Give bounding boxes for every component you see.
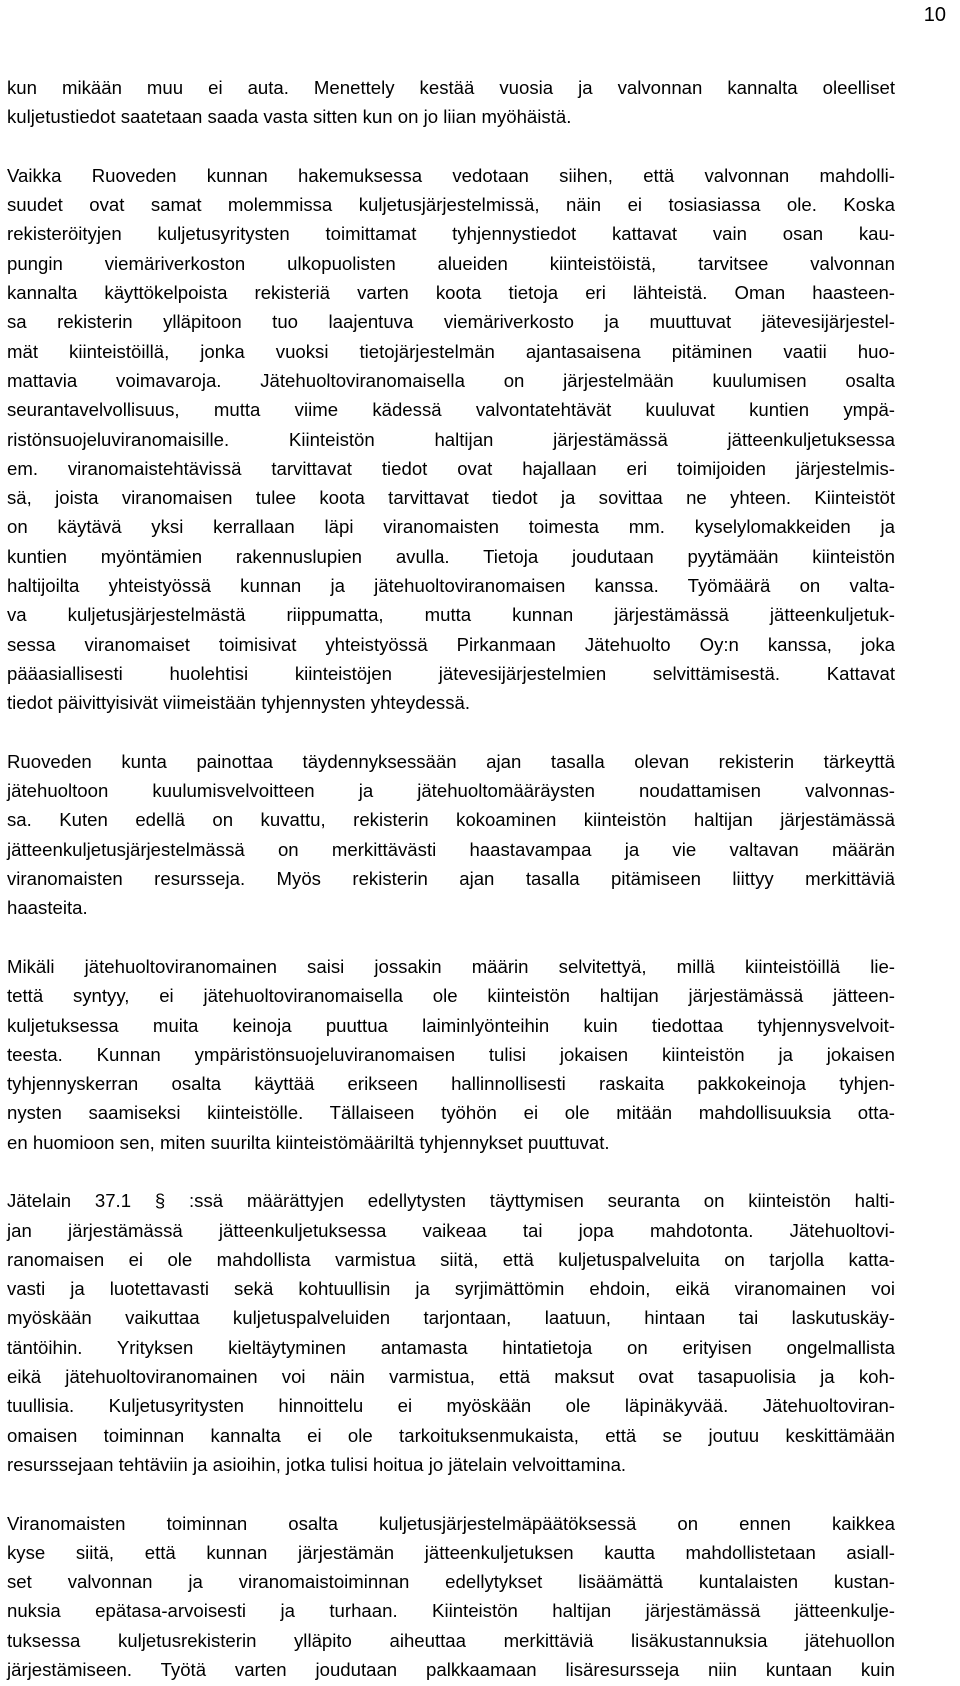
text-line: sessa viranomaiset toimisivat yhteistyössä Pirkanmaan Jätehuolto Oy:n kanssa, joka (7, 633, 895, 655)
text-line: tyhjennyskerran osalta käyttää erikseen hallinnollisesti raskaita pakkokeinoja tyhjen- (7, 1073, 895, 1095)
paragraph-1 (7, 73, 895, 132)
text-line: haltijoilta yhteistyössä kunnan ja jätehuoltoviranomaisen kanssa. Työmäärä on valta- (7, 575, 895, 597)
text-line: kuntien myöntämien rakennuslupien avulla. Tietoja joudutaan pyytämään kiinteistön (7, 545, 895, 567)
text-line: sa. Kuten edellä on kuvattu, rekisterin kokoaminen kiinteistön haltijan järjestämässä (7, 809, 895, 831)
text-line: jan järjestämässä jätteenkuljetuksessa vaikeaa tai jopa mahdotonta. Jätehuoltovi- (7, 1219, 895, 1241)
text-line: en huomioon sen, miten suurilta kiinteistömääriltä tyhjennykset puuttuvat. (7, 1131, 610, 1153)
text-line: omaisen toiminnan kannalta ei ole tarkoituksenmukaista, että se joutuu keskittämään (7, 1424, 895, 1446)
text-line: nuksia epätasa-arvoisesti ja turhaan. Kiinteistön haltijan järjestämässä jätteenkulje- (7, 1600, 895, 1622)
text-line: resurssejaan tehtäviin ja asioihin, jotka tulisi hoitua jo jätelain velvoittamina. (7, 1453, 627, 1475)
text-line: Ruoveden kunta painottaa täydennyksessään ajan tasalla olevan rekisterin tärkeyttä (7, 750, 895, 772)
text-line: kannalta käyttökelpoista rekisteriä varten koota tietoja eri lähteistä. Oman haasteen- (7, 282, 895, 304)
text-line: rekisteröityjen kuljetusyritysten toimittamat tyhjennystiedot kattavat vain osan kau- (7, 223, 895, 245)
text-line: mät kiinteistöillä, jonka vuoksi tietojärjestelmän ajantasaisena pitäminen vaatii huo- (7, 340, 895, 362)
page-number: 10 (923, 4, 946, 26)
paragraph-2 (7, 161, 895, 718)
text-line: viranomaisten resursseja. Myös rekisterin ajan tasalla pitämiseen liittyy merkittäviä (7, 868, 895, 890)
text-line: jätehuoltoon kuulumisvelvoitteen ja jätehuoltomääräysten noudattamisen valvonnas- (7, 780, 895, 802)
text-line: kyse siitä, että kunnan järjestämän jätteenkuljetuksen kautta mahdollistetaan asiall- (7, 1541, 895, 1563)
text-line: pungin viemäriverkoston ulkopuolisten alueiden kiinteistöistä, tarvitsee valvonnan (7, 252, 895, 274)
text-line: kuljetuksessa muita keinoja puuttua laiminlyönteihin kuin tiedottaa tyhjennysvelvoit- (7, 1014, 895, 1036)
text-line: eikä jätehuoltoviranomainen voi näin varmistua, että maksut ovat tasapuolisia ja koh- (7, 1366, 895, 1388)
text-line: Viranomaisten toiminnan osalta kuljetusjärjestelmäpäätöksessä on ennen kaikkea (7, 1512, 895, 1534)
text-line: Jätelain 37.1 § :ssä määrättyjen edellytysten täyttymisen seuranta on kiinteistön halti- (7, 1190, 895, 1212)
text-line: täntöihin. Yrityksen kieltäytyminen antamasta hintatietoja on erityisen ongelmallista (7, 1336, 895, 1358)
text-line: ristönsuojeluviranomaisille. Kiinteistön haltijan järjestämässä jätteenkuljetuksessa (7, 428, 895, 450)
document-body (7, 73, 895, 1684)
text-line: set valvonnan ja viranomaistoiminnan edellytykset lisäämättä kuntalaisten kustan- (7, 1571, 895, 1593)
text-line: kun mikään muu ei auta. Menettely kestää vuosia ja valvonnan kannalta oleelliset (7, 77, 895, 98)
text-line: on käytävä yksi kerrallaan läpi viranomaisten toimesta mm. kyselylomakkeiden ja (7, 516, 895, 538)
text-line: sä, joista viranomaisen tulee koota tarvittavat tiedot ja sovittaa ne yhteen. Kiinteistöt (7, 487, 895, 509)
text-line: myöskään vaikuttaa kuljetuspalveluiden tarjontaan, laatuun, hintaan tai laskutuskäy- (7, 1307, 895, 1329)
text-line: suudet ovat samat molemmissa kuljetusjärjestelmissä, näin ei tosiasiassa ole. Koska (7, 194, 895, 216)
paragraph-6 (7, 1509, 895, 1685)
text-line: Vaikka Ruoveden kunnan hakemuksessa vedotaan siihen, että valvonnan mahdolli- (7, 164, 895, 186)
paragraph-3 (7, 747, 895, 923)
text-line: tiedot päivittyisivät viimeistään tyhjennysten yhteydessä. (7, 692, 471, 714)
text-line: kuljetustiedot saatetaan saada vasta sitten kun on jo liian myöhäistä. (7, 106, 572, 128)
paragraph-4 (7, 952, 895, 1157)
text-line: ranomaisen ei ole mahdollista varmistua siitä, että kuljetuspalveluita on tarjolla katta- (7, 1248, 895, 1270)
text-line: pääasiallisesti huolehtisi kiinteistöjen jätevesijärjestelmien selvittämisestä. Kattavat (7, 662, 895, 684)
text-line: tettä syntyy, ei jätehuoltoviranomaisella ole kiinteistön haltijan järjestämässä jätteen- (7, 985, 895, 1007)
text-line: haasteita. (7, 897, 88, 919)
text-line: teesta. Kunnan ympäristönsuojeluviranomaisen tulisi jokaisen kiinteistön ja jokaisen (7, 1043, 895, 1065)
text-line: vasti ja luotettavasti sekä kohtuullisin ja syrjimättömin ehdoin, eikä viranomainen voi (7, 1278, 895, 1300)
text-line: Mikäli jätehuoltoviranomainen saisi jossakin määrin selvitettyä, millä kiinteistöillä lie- (7, 955, 895, 977)
text-line: järjestämiseen. Työtä varten joudutaan palkkaamaan lisäresursseja niin kuntaan kuin (7, 1659, 895, 1681)
text-line: mattavia voimavaroja. Jätehuoltoviranomaisella on järjestelmään kuulumisen osalta (7, 369, 895, 391)
text-line: seurantavelvollisuus, mutta viime kädessä valvontatehtävät kuuluvat kuntien ympä- (7, 399, 895, 421)
text-line: sa rekisterin ylläpitoon tuo laajentuva viemäriverkosto ja muuttuvat jätevesijärjestel- (7, 311, 895, 333)
text-line: nysten saamiseksi kiinteistölle. Tällaiseen työhön ei ole mitään mahdollisuuksia otta- (7, 1102, 895, 1124)
text-line: tuksessa kuljetusrekisterin ylläpito aiheuttaa merkittäviä lisäkustannuksia jätehuollon (7, 1629, 895, 1651)
text-line: em. viranomaistehtävissä tarvittavat tiedot ovat hajallaan eri toimijoiden järjestelmis- (7, 457, 895, 479)
text-line: tuullisia. Kuljetusyritysten hinnoittelu ei myöskään ole läpinäkyvää. Jätehuoltoviran- (7, 1395, 895, 1417)
text-line: jätteenkuljetusjärjestelmässä on merkittävästi haastavampaa ja vie valtavan määrän (7, 838, 895, 860)
text-line: va kuljetusjärjestelmästä riippumatta, mutta kunnan järjestämässä jätteenkuljetuk- (7, 604, 895, 626)
paragraph-5 (7, 1186, 895, 1479)
